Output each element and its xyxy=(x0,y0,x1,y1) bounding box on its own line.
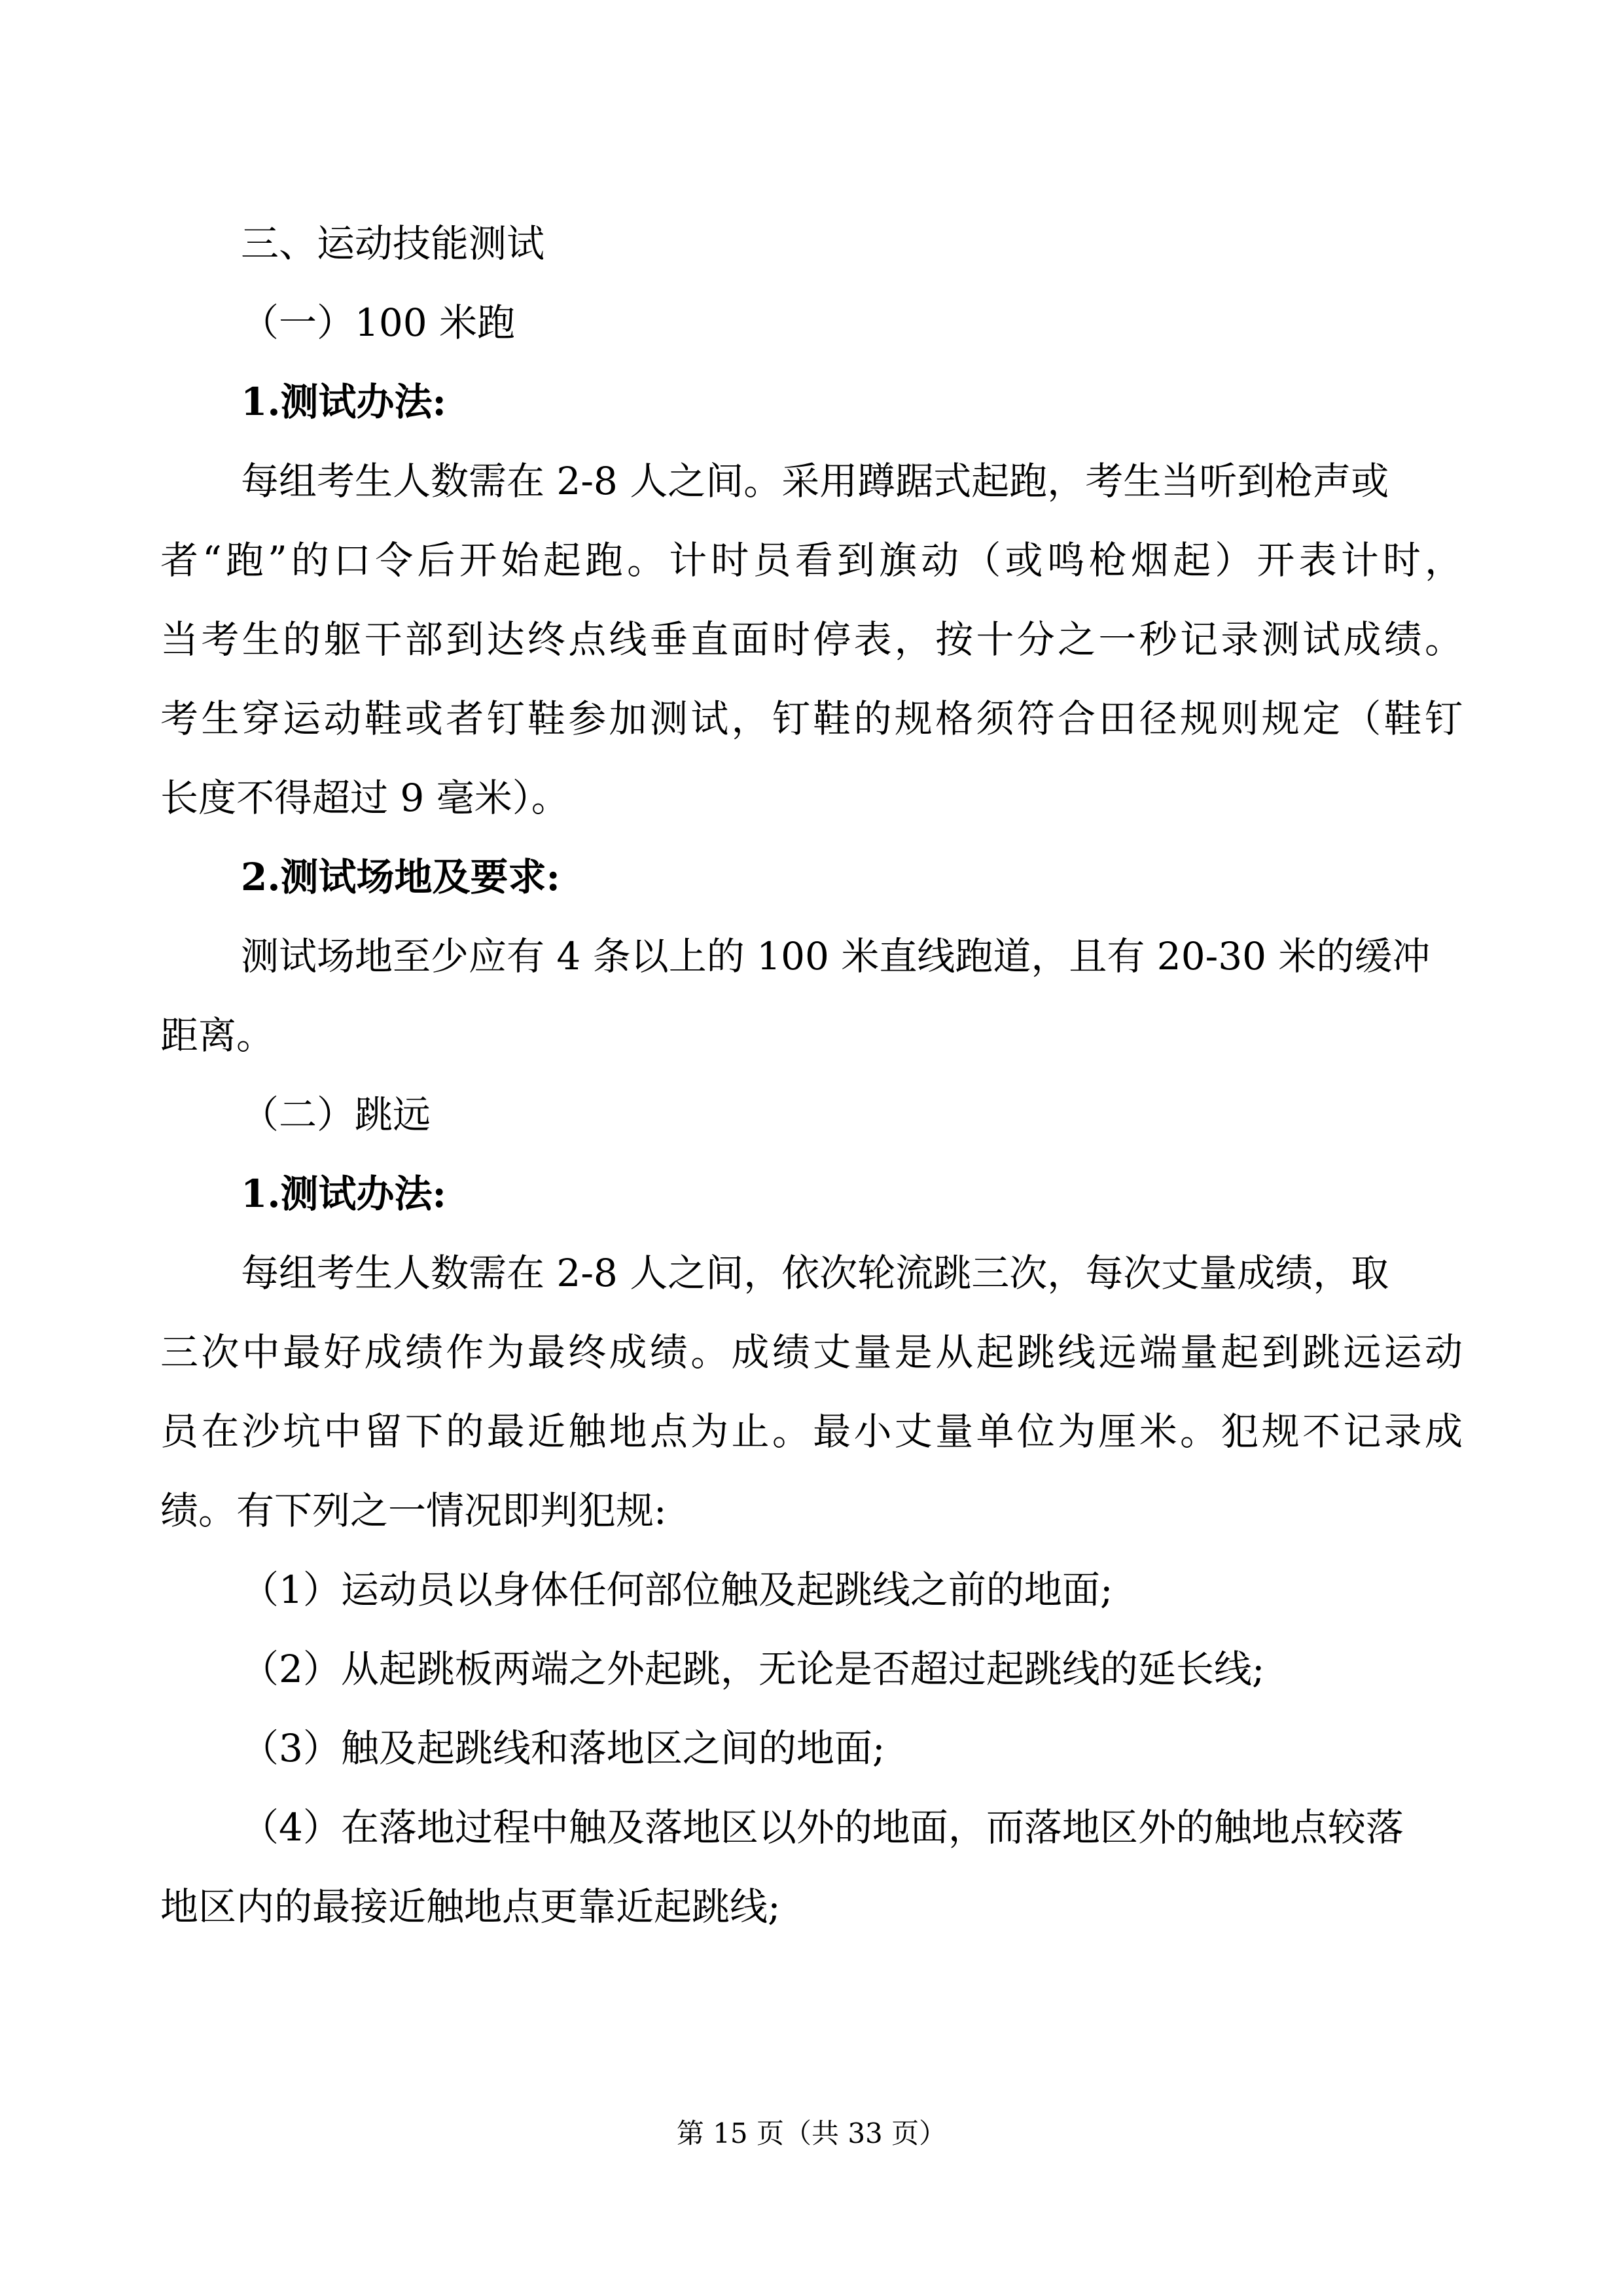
sprint-venue-line-2: 距离。 xyxy=(160,1013,275,1058)
foul-item-4: （4）在落地过程中触及落地区以外的地面，而落地区外的触地点较落 xyxy=(241,1805,1404,1850)
sprint-method-line-3: 当考生的躯干部到达终点线垂直面时停表，按十分之一秒记录测试成绩。 xyxy=(160,617,1463,662)
sprint-venue-heading: 2.测试场地及要求: xyxy=(241,855,560,899)
sprint-method-heading: 1.测试办法: xyxy=(241,380,446,424)
long-jump-method-heading: 1.测试办法: xyxy=(241,1172,446,1216)
sprint-heading: （一）100 米跑 xyxy=(241,300,516,345)
foul-item-3: （3）触及起跳线和落地区之间的地面; xyxy=(241,1726,885,1770)
long-jump-method-line-4: 绩。有下列之一情况即判犯规: xyxy=(160,1488,667,1533)
sprint-method-line-4: 考生穿运动鞋或者钉鞋参加测试，钉鞋的规格须符合田径规则规定（鞋钉 xyxy=(160,696,1463,741)
foul-item-1: （1）运动员以身体任何部位触及起跳线之前的地面; xyxy=(241,1568,1113,1612)
sprint-method-line-1: 每组考生人数需在 2-8 人之间。采用蹲踞式起跑，考生当听到枪声或 xyxy=(241,459,1389,503)
long-jump-heading: （二）跳远 xyxy=(241,1092,431,1137)
foul-item-2: （2）从起跳板两端之外起跳，无论是否超过起跳线的延长线; xyxy=(241,1647,1265,1691)
sprint-method-line-2: 者“跑”的口令后开始起跑。计时员看到旗动（或鸣枪烟起）开表计时， xyxy=(160,538,1463,583)
long-jump-method-line-2: 三次中最好成绩作为最终成绩。成绩丈量是从起跳线远端量起到跳远运动 xyxy=(160,1330,1463,1374)
sprint-method-line-5: 长度不得超过 9 毫米）。 xyxy=(160,776,569,820)
page-number-footer: 第 15 页（共 33 页） xyxy=(676,2117,947,2149)
section-title: 三、运动技能测试 xyxy=(241,221,545,266)
long-jump-method-line-1: 每组考生人数需在 2-8 人之间，依次轮流跳三次，每次丈量成绩，取 xyxy=(241,1251,1389,1295)
foul-item-4-continued: 地区内的最接近触地点更靠近起跳线; xyxy=(160,1884,781,1929)
long-jump-method-line-3: 员在沙坑中留下的最近触地点为止。最小丈量单位为厘米。犯规不记录成 xyxy=(160,1409,1463,1454)
sprint-venue-line-1: 测试场地至少应有 4 条以上的 100 米直线跑道，且有 20-30 米的缓冲 xyxy=(241,934,1431,978)
